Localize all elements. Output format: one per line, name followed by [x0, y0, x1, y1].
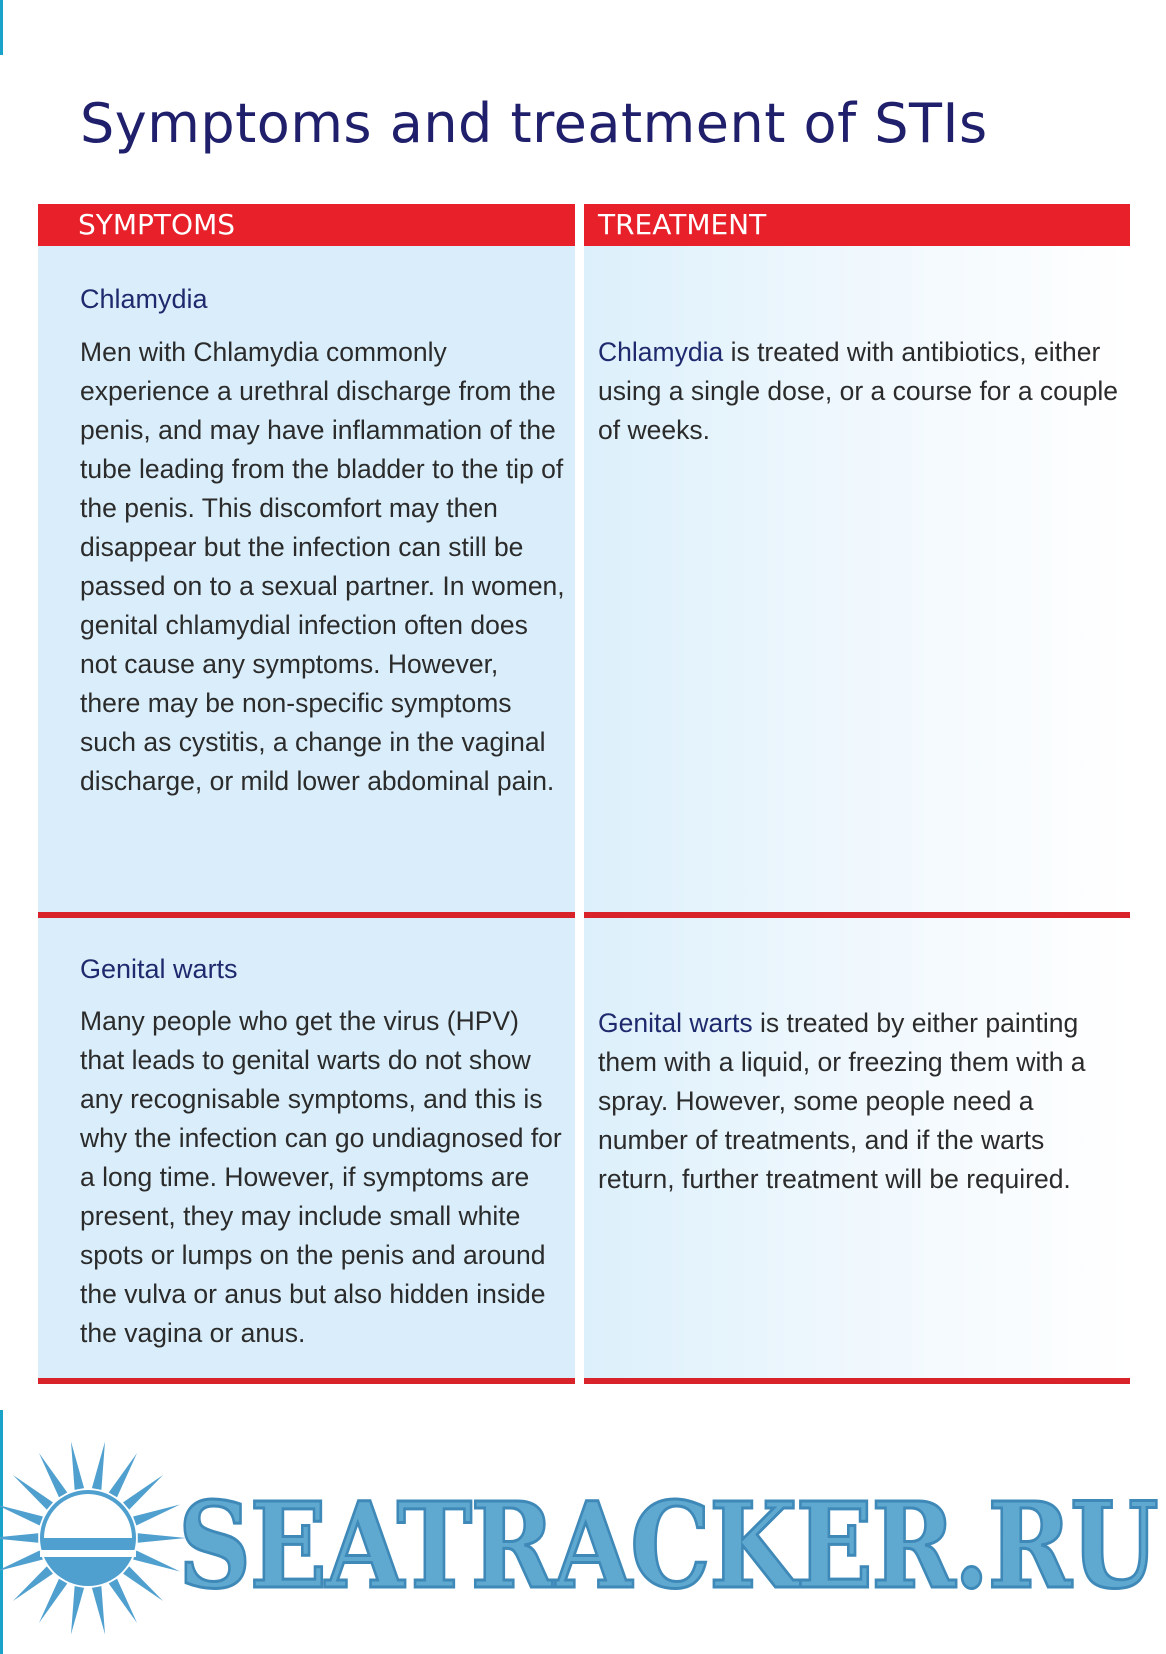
sun-ray [39, 1453, 67, 1497]
sun-ray [109, 1579, 137, 1623]
sun-ray [71, 1441, 84, 1489]
treatment-sti-name: Chlamydia [598, 337, 724, 367]
watermark-logo [0, 1438, 1166, 1654]
sun-ray [109, 1453, 137, 1497]
sun-ray [123, 1566, 163, 1601]
sun-ray [13, 1475, 53, 1510]
sun-icon [0, 1438, 188, 1638]
symptoms-header-label: SYMPTOMS [38, 204, 575, 246]
row-divider [584, 1378, 1130, 1384]
sti-heading: Genital warts [80, 954, 238, 984]
row-divider [38, 1378, 575, 1384]
symptoms-cell [38, 918, 575, 1384]
sti-table [38, 204, 1130, 1384]
treatment-description: is treated by either painting them with a liquid, or freezing them with a spray. However, some people need a number of treatments, and if the warts return, further treatment will be required. [598, 1008, 1086, 1194]
sun-ray [0, 1551, 43, 1572]
symptoms-text: Men with Chlamydia commonly experience a urethral discharge from the penis, and may have inflammation of the tube leading from the bladder to the tip of the penis. This discomfort may then disappear but the infection can still be passed on to a sexual partner. In women, genital chlamydial infection often does not cause any symptoms. However, there may be non-specific symptoms such as cystitis, a change in the vaginal discharge, or mild lower abdominal pain. [80, 337, 565, 796]
symptoms-cell [38, 246, 575, 918]
treatment-header-label: TREATMENT [584, 204, 1130, 246]
treatment-description: is treated with antibiotics, either using a single dose, or a course for a couple of weeks. [598, 337, 1119, 445]
treatment-cell [584, 918, 1130, 1384]
sti-heading: Chlamydia [80, 284, 208, 314]
sun-ray [39, 1579, 67, 1623]
treatment-text [598, 1004, 1122, 1199]
page-title: Symptoms and treatment of STIs [80, 92, 988, 155]
sun-ray [0, 1504, 43, 1525]
treatment-text [598, 333, 1122, 450]
sun-ray [92, 1441, 105, 1489]
edge-marker-top [0, 0, 3, 55]
treatment-column-header [584, 204, 1130, 246]
symptoms-column-header [38, 204, 575, 246]
sun-ray [71, 1586, 84, 1634]
table-row [38, 246, 1130, 918]
sun-ray [133, 1551, 180, 1572]
table-header-row [38, 204, 1130, 246]
treatment-cell [584, 246, 1130, 918]
symptoms-text: Many people who get the virus (HPV) that leads to genital warts do not show any recognisable symptoms, and this is why the infection can go undiagnosed for a long time. However, if symptoms are present, they may include small white spots or lumps on the penis and around the vulva or anus but also hidden inside the vagina or anus. [80, 1006, 562, 1348]
treatment-sti-name: Genital warts [598, 1008, 753, 1038]
sun-ray [92, 1586, 105, 1634]
table-row [38, 918, 1130, 1384]
sun-ray [0, 1533, 38, 1543]
sun-ray [133, 1504, 180, 1525]
sun-ray [123, 1475, 163, 1510]
sun-ray [13, 1566, 53, 1601]
watermark-text: SEATRACKER.RU [178, 1476, 1157, 1615]
